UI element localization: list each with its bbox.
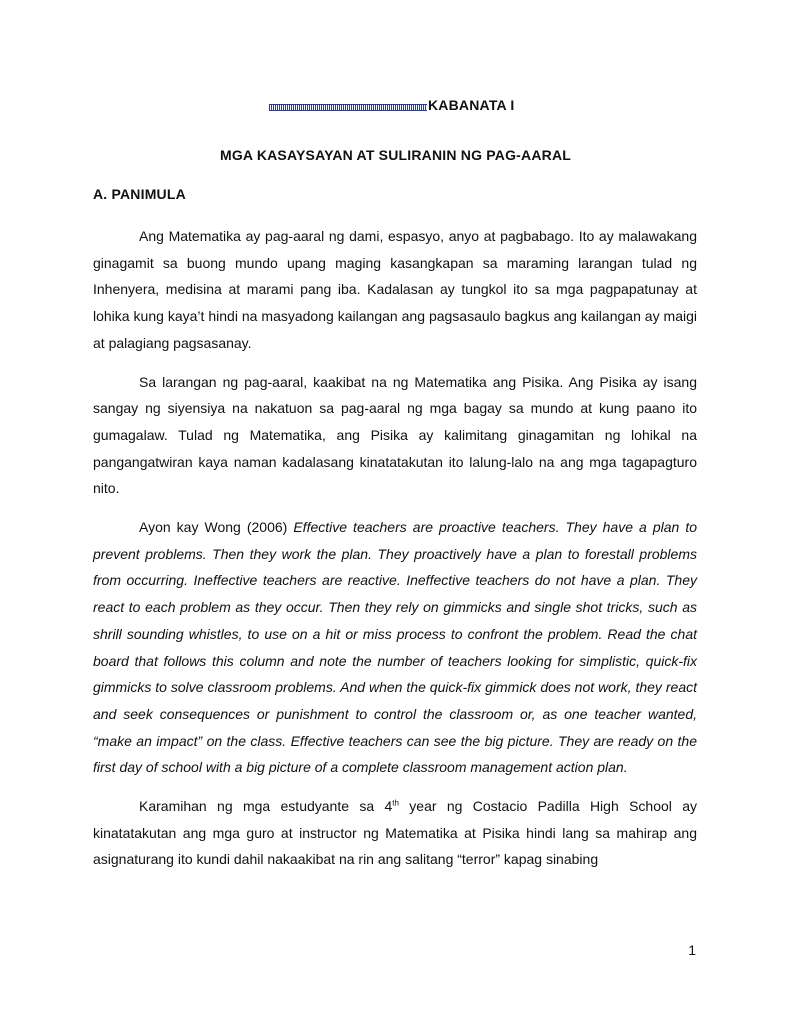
quote-text: Effective teachers are proactive teachers. They have a plan to prevent problems. Then they work the plan. They proactively have a plan to forestall problems from occurring. Ineffective teachers are reactive. Ineffective teachers do not have a plan. They react to each problem as they occur. Then they rely on gimmicks and single shot tricks, such as shrill sounding whistles, to use on a hit or miss process to confront the problem. Read the chat board that follows this column and note the number of teachers looking for simplistic, quick-fix gimmicks to solve classroom problems. And when the quick-fix gimmick does not work, they react and seek consequences or punishment to control the classroom or, as one teacher wanted, “make an impact” on the class. Effective teachers can see the big picture. They are ready on the first day of school with a big picture of a complete classroom management action plan. — [93, 519, 697, 776]
paragraph-4 — [93, 793, 697, 873]
paragraph-2: Sa larangan ng pag-aaral, kaakibat na ng Matematika ang Pisika. Ang Pisika ay isang sangay ng siyensiya na nakatuon sa pag-aaral ng mga bagay sa mundo at kung paano ito gumagalaw. Tulad ng Matematika, ang Pisika ay kalimitang ginagamitan ng lohikal na pangangatwiran kaya naman kadalasang kinatatakutan ito lalung-lalo na ang mga tagapagturo nito. — [93, 373, 697, 497]
paragraph-1: Ang Matematika ay pag-aaral ng dami, espasyo, anyo at pagbabago. Ito ay malawakang ginagamit sa buong mundo upang maging kasangkapan sa maraming larangan tulad ng Inhenyera, medisina at marami pang iba. Kadalasan ay tungkol ito sa mga pagpapatunay at lohika kung kaya’t hindi na masyadong kailangan ang pagsasaulo bagkus ang kailangan ay maigi at palagiang pagsasanay. — [93, 228, 697, 351]
quote-intro: Ayon kay Wong (2006) — [139, 519, 294, 536]
ordinal-superscript: th — [392, 798, 399, 808]
paragraph-4-rest: year ng Costacio Padilla High School ay kinatatakutan ang mga guro at instructor ng Matematika at Pisika hindi lang sa mahirap ang asignaturang ito kundi dahil nakaakibat na rin ang salitang “terror” kapag sinabing — [93, 798, 698, 868]
chapter-label: KABANATA I — [428, 97, 515, 113]
document-body — [93, 223, 697, 885]
chapter-rule-decoration — [269, 104, 427, 111]
chapter-heading — [269, 93, 515, 113]
paragraph-wong-quote — [93, 514, 697, 781]
paragraph-4-start: Karamihan ng mga estudyante sa 4 — [139, 798, 393, 815]
document-title: MGA KASAYSAYAN AT SULIRANIN NG PAG-AARAL — [219, 147, 572, 163]
section-heading: A. PANIMULA — [93, 186, 186, 202]
page-number: 1 — [688, 942, 696, 958]
